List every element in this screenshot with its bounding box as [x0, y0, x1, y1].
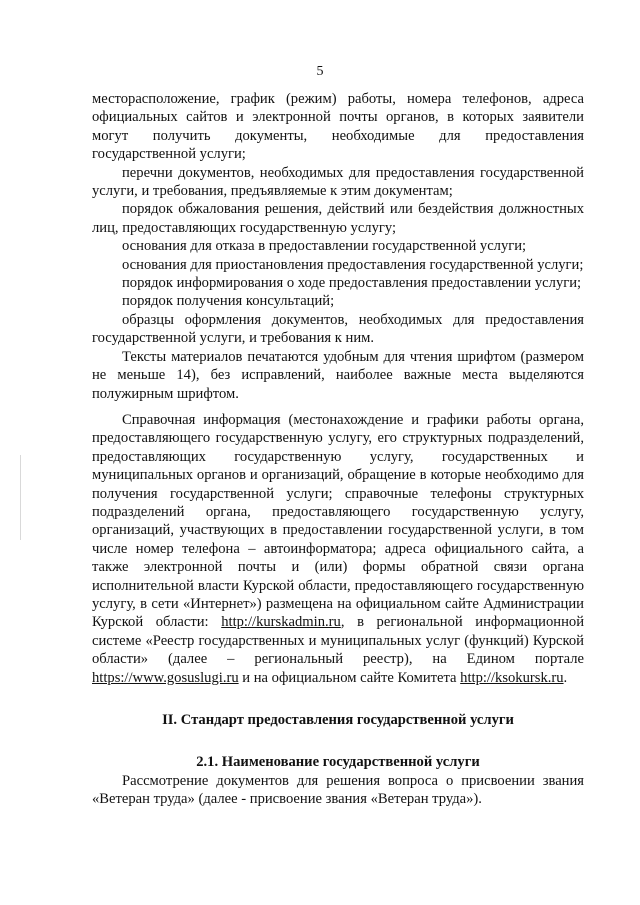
link-ksokursk[interactable]: http://ksokursk.ru: [460, 669, 564, 686]
subsection-heading: 2.1. Наименование государственной услуги: [196, 754, 480, 771]
scan-margin-line: [20, 455, 21, 540]
paragraph-consultations: порядок получения консультаций;: [122, 293, 335, 310]
paragraph-progress-info: порядок информирования о ходе предоставления предоставлении услуги;: [122, 275, 582, 292]
paragraph-print-requirements: Тексты материалов печатаются удобным для чтения шрифтом (размером не меньше 14), без исправлений, наиболее важные места выделяются полужирным шрифтом.: [92, 348, 584, 402]
reference-text-2: , в региональной информационной системе «Реестр государственных и муниципальных услуг (функций) Курской области» (далее – региональный реестр), на Едином портале: [92, 614, 584, 668]
link-kurskadmin[interactable]: http://kurskadmin.ru: [221, 614, 341, 631]
paragraph-location-contacts: месторасположение, график (режим) работы, номера телефонов, адреса официальных сайтов и электронной почты органов, в которых заявители могут получить документы, необходимые для предоставления государственной услуги;: [92, 91, 584, 163]
document-body: [92, 90, 584, 809]
paragraph-appeal-procedure: порядок обжалования решения, действий или бездействия должностных лиц, предоставляющих государственную услугу;: [92, 201, 584, 236]
paragraph-document-lists: перечни документов, необходимых для предоставления государственной услуги, и требования, предъявляемые к этим документам;: [92, 164, 584, 200]
page-number: 5: [316, 64, 324, 79]
reference-text-3: и на официальном сайте Комитета: [238, 669, 461, 686]
paragraph-document-samples: образцы оформления документов, необходимых для предоставления государственной услуги, и требования к ним.: [92, 311, 584, 347]
link-gosuslugi[interactable]: https://www.gosuslugi.ru: [92, 669, 239, 686]
paragraph-refusal-grounds: основания для отказа в предоставлении государственной услуги;: [122, 238, 527, 255]
paragraph-suspension-grounds: основания для приостановления предоставления государственной услуги;: [122, 256, 584, 273]
reference-text-1: Справочная информация (местонахождение и графики работы органа, предоставляющего государственную услугу, его структурных подразделений, предоставляющих государственную услугу, государственных и муниципальных органов и организаций, обращение в которые необходимо для получения государственной услуги; справочные телефоны структурных подразделений органа, предоставляющего государственную услугу, организаций, участвующих в предоставлении государственной услуги, в том числе номер телефона – автоинформатора; адреса официального сайта, а также электронной почты и (или) формы обратной связи органа исполнительной власти Курской области, предоставляющего государственную услугу, в сети «Интернет») размещена на официальном сайте Администрации Курской области:: [92, 411, 584, 631]
section-heading: II. Стандарт предоставления государственной услуги: [162, 712, 514, 728]
paragraph-reference-info: [92, 411, 584, 687]
paragraph-service-name: Рассмотрение документов для решения вопроса о присвоении звания «Ветеран труда» (далее - присвоение звания «Ветеран труда»).: [92, 772, 584, 808]
reference-text-4: .: [563, 669, 568, 686]
